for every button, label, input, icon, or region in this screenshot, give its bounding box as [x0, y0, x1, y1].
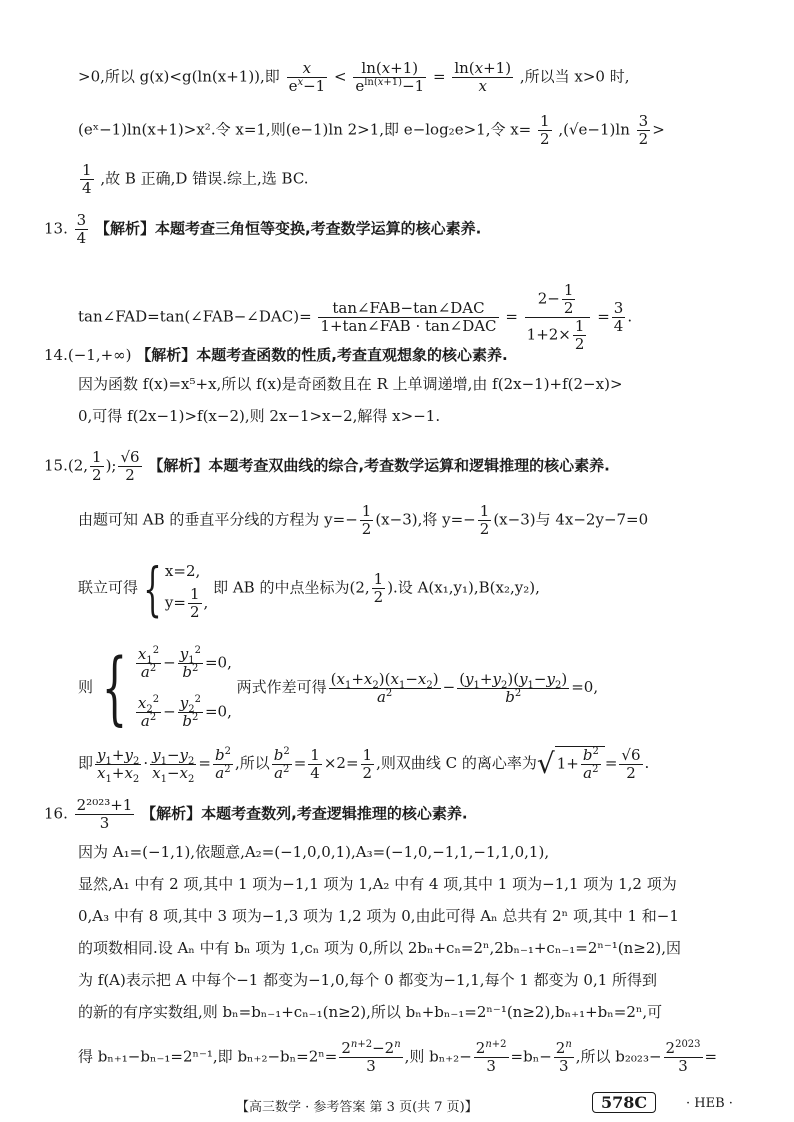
question-14-body-1: 因为函数 f(x)=x⁵+x,所以 f(x)是奇函数且在 R 上单调递增,由 f(2x−1)+f(2−x)>: [78, 375, 623, 393]
question-16-header: 16. $\frac{\text{2²⁰²³+1}}{3}$ 【解析】本题考查数列,考查逻辑推理的核心素养.: [44, 796, 468, 832]
question-14-body-2: 0,可得 f(2x−1)>f(x−2),则 2x−1>x−2,解得 x>−1.: [78, 407, 441, 425]
question-16-body-2: 显然,A₁ 中有 2 项,其中 1 项为−1,1 项为 1,A₂ 中有 4 项,其中 1 项为−1,1 项为 1,2 项为: [78, 875, 677, 893]
answer-13: $\frac{3}{4}$: [76, 211, 87, 247]
answer-14: (−1,+∞): [67, 346, 132, 364]
question-15-header: 15.(2, $\frac{1}{2}$ ); $\frac{√6}{2}$ 【解析】本题考查双曲线的综合,考查数学运算和逻辑推理的核心素养.: [44, 448, 610, 484]
question-13-equation: tan∠FAD=tan(∠FAB−∠DAC)= $\frac{\text{tan∠FAB−tan∠DAC}}{\text{1+tan∠FAB · tan∠DAC}}$ = 2− $\frac{1}{2}$ 1+2× $\frac{1}{2}$ = $\frac{3}{4}$ .: [78, 281, 633, 353]
question-16-body-3: 0,A₃ 中有 8 项,其中 3 项为−1,3 项为 1,2 项为 0,由此可得 Aₙ 总共有 2ⁿ 项,其中 1 和−1: [78, 907, 679, 925]
footer-code-badge: 578C: [592, 1092, 656, 1113]
text-line-3: $\frac{1}{4}$ ,故 B 正确,D 错误.综上,选 BC.: [82, 161, 309, 197]
question-15-body-3: 则 { $\frac{x_1^2}{a^2}$ − $\frac{y_1^2}{b^2}$ =0, $\frac{x_2^2}{a^2}$ − $\frac{y_2^2}{b^2}$ =0, 两式作差可得 $\frac{(x_1+x_2)(x_1-x_2)}{a^2}$ − $\frac{(y_1+y_2)(y_1-y_2)}{b^2}$ =0,: [78, 641, 599, 734]
question-14-header: 14.(−1,+∞) 【解析】本题考查函数的性质,考查直观想象的核心素养.: [44, 346, 508, 364]
footer-title: 【高三数学 · 参考答案 第 3 页(共 7 页)】: [236, 1100, 478, 1115]
footer-tag: · HEB ·: [686, 1096, 733, 1111]
fraction: $\frac{\ln(x+1)}{e^{ln(x+1)}-1}$: [355, 59, 425, 95]
question-16-body-6: 的新的有序实数组,则 bₙ=bₙ₋₁+cₙ₋₁(n≥2),所以 bₙ+bₙ₋₁=2ⁿ⁻¹(n≥2),bₙ₊₁+bₙ=2ⁿ,可: [78, 1003, 663, 1021]
text-line-1: >0,所以 g(x)<g(ln(x+1)),即 $\frac{x}{e^x-1}$ < $\frac{\ln(x+1)}{e^{ln(x+1)}-1}$ = $\frac{\ln(x+1)}{x}$ ,所以当 x>0 时,: [78, 59, 630, 95]
question-15-body-2: 联立可得{ x=2, y= $\frac{1}{2}$ , 即 AB 的中点坐标为(2, $\frac{1}{2}$ ).设 A(x₁,y₁),B(x₂,y₂),: [78, 554, 540, 623]
question-16-body-1: 因为 A₁=(−1,1),依题意,A₂=(−1,0,0,1),A₃=(−1,0,−1,1,−1,1,0,1),: [78, 843, 550, 861]
fraction: $\frac{x}{e^x-1}$: [288, 59, 326, 95]
question-15-body-4: 即 $\frac{y_1+y_2}{x_1+x_2}$ · $\frac{y_1-y_2}{x_1-x_2}$ = $\frac{b^2}{a^2}$ ,所以 $\frac{b^2}{a^2}$ = $\frac{1}{4}$ ×2= $\frac{1}{2}$ ,则双曲线 C 的离心率为√ 1+ $\frac{b^2}{a^2}$ = $\frac{√6}{2}$ .: [78, 745, 650, 785]
question-15-body-1: 由题可知 AB 的垂直平分线的方程为 y=− $\frac{1}{2}$ (x−3),将 y=− $\frac{1}{2}$ (x−3)与 4x−2y−7=0: [78, 502, 649, 538]
text-line-2: (eˣ−1)ln(x+1)>x².令 x=1,则(e−1)ln 2>1,即 e−log₂e>1,令 x= $\frac{1}{2}$ ,(√e−1)ln $\frac{3}{2}$ >: [78, 112, 665, 148]
question-13-header: 13. $\frac{3}{4}$ 【解析】本题考查三角恒等变换,考查数学运算的核心素养.: [44, 211, 482, 247]
answer-16: $\frac{\text{2²⁰²³+1}}{3}$: [76, 796, 133, 832]
fraction: $\frac{\ln(x+1)}{x}$: [454, 59, 512, 95]
question-16-body-4: 的项数相同.设 Aₙ 中有 bₙ 项为 1,cₙ 项为 0,所以 2bₙ+cₙ=2ⁿ,2bₙ₋₁+cₙ₋₁=2ⁿ⁻¹(n≥2),因: [78, 939, 682, 957]
question-16-body-5: 为 f(A)表示把 A 中每个−1 都变为−1,0,每个 0 都变为−1,1,每个 1 都变为 0,1 所得到: [78, 971, 658, 989]
question-16-body-7: 得 bₙ₊₁−bₙ₋₁=2ⁿ⁻¹,即 bₙ₊₂−bₙ=2ⁿ= $\frac{2^{n+2}-2^n}{3}$ ,则 bₙ₊₂− $\frac{2^{n+2}}{3}$ =bₙ− $\frac{2^n}{3}$ ,所以 b₂₀₂₃− $\frac{2^{2023}}{3}$ =: [78, 1039, 718, 1075]
